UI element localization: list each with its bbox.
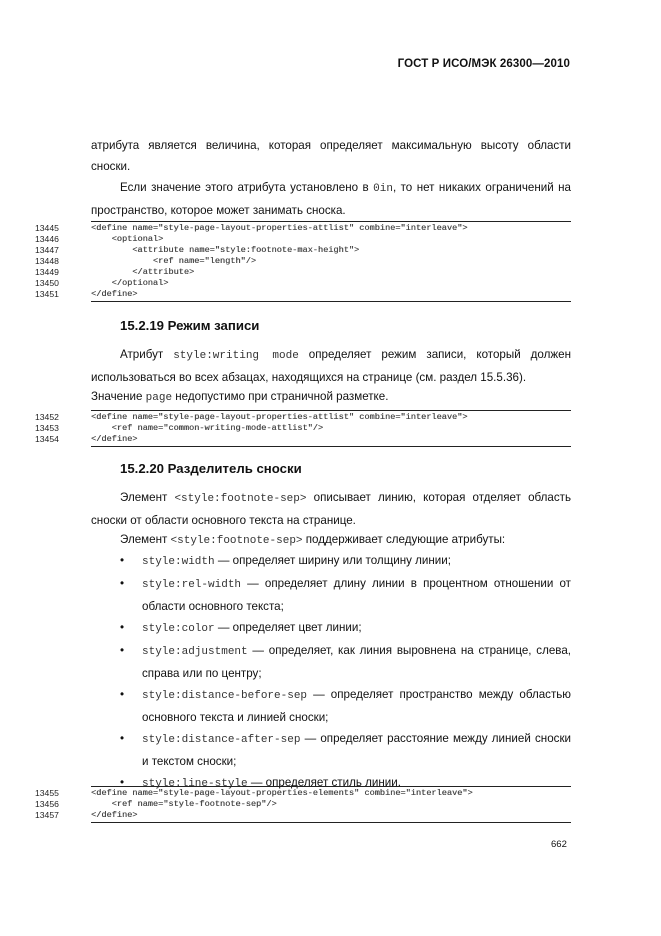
paragraph-text: Если значение этого атрибута установлено в [120,181,374,194]
code-line [35,278,571,289]
list-item [120,684,571,728]
list-item-text: — определяет стиль линии. [247,776,401,789]
bullet-icon: • [120,776,125,789]
inline-code: style:adjustment [142,646,248,658]
paragraph-footnote-sep-attributes [91,529,571,552]
paragraph-page-value [91,386,571,409]
paragraph-text: определяет режим записи, который должен использоваться во всех абзацах, находящихся на странице (см. раздел 15.5.36). [91,348,571,384]
code-line [35,256,571,267]
bullet-icon: • [120,644,125,657]
paragraph-writing-mode [91,344,571,388]
code-text: </define> [91,810,138,820]
code-line [35,267,571,278]
line-number: 13453 [35,423,59,433]
code-block-footnote-max-height [35,221,571,302]
line-number: 13454 [35,434,59,444]
inline-code: style:rel-width [142,579,242,591]
code-text: <ref name="length"/> [91,256,257,266]
line-number: 13452 [35,412,59,422]
document-header: ГОСТ Р ИСО/МЭК 26300—2010 [397,58,570,70]
attribute-list [120,550,571,795]
code-text: <define name="style-page-layout-properties-attlist" combine="interleave"> [91,412,468,422]
code-line [35,788,571,799]
list-item [120,550,571,573]
line-number: 13451 [35,289,59,299]
inline-code: page [145,392,173,404]
code-line [35,810,571,821]
inline-code: style:color [142,623,215,635]
code-line [35,423,571,434]
section-heading-writing-mode: 15.2.19 Режим записи [120,318,260,333]
line-number: 13449 [35,267,59,277]
inline-code: 0in [373,183,393,195]
code-line [35,412,571,423]
code-text: </optional> [91,278,169,288]
paragraph-continuation: атрибута является величина, которая определяет максимальную высоту области сноски. [91,139,571,173]
line-number: 13446 [35,234,59,244]
code-text: <define name="style-page-layout-properties-elements" combine="interleave"> [91,788,473,798]
list-item [120,640,571,684]
paragraph-text: Элемент [120,491,175,504]
bullet-icon: • [120,554,125,567]
line-number: 13447 [35,245,59,255]
code-text: <ref name="style-footnote-sep"/> [91,799,277,809]
inline-code: style:line-style [142,778,248,790]
inline-code: <style:footnote-sep> [174,493,307,505]
code-line [35,289,571,300]
line-number: 13457 [35,810,59,820]
code-line [35,245,571,256]
code-text: </attribute> [91,267,195,277]
bullet-icon: • [120,732,125,745]
list-item-text: — определяет длину линии в процентном отношении от области основного текста; [142,577,571,613]
paragraph-text: Элемент [120,533,171,546]
list-item [120,573,571,617]
paragraph-text: Атрибут [120,348,174,361]
code-block-writing-mode [35,410,571,447]
line-number: 13445 [35,223,59,233]
inline-code: style:distance-before-sep [142,690,308,702]
list-item-text: — определяет цвет линии; [214,621,362,634]
inline-code: style:writing mode [173,350,299,362]
list-item-text: — определяет ширину или толщину линии; [214,554,451,567]
code-line [35,799,571,810]
line-number: 13455 [35,788,59,798]
list-item-text: — определяет расстояние между линией сноски и текстом сноски; [142,732,571,768]
bullet-icon: • [120,621,125,634]
code-block-footnote-sep [35,786,571,823]
code-text: </define> [91,434,138,444]
paragraph-zero-value [91,177,571,221]
paragraph-text: описывает линию, которая отделяет область сноски от области основного текста на странице. [91,491,571,527]
inline-code: <style:footnote-sep> [170,535,303,547]
list-item-text: — определяет, как линия выровнена на странице, слева, справа или по центру; [142,644,571,680]
inline-code: style:width [142,556,215,568]
code-text: <attribute name="style:footnote-max-height"> [91,245,360,255]
line-number: 13456 [35,799,59,809]
code-text: <ref name="common-writing-mode-attlist"/> [91,423,324,433]
code-text: </define> [91,289,138,299]
bullet-icon: • [120,688,125,701]
code-line [35,223,571,234]
list-item [120,728,571,772]
page-number: 662 [551,839,567,850]
paragraph-text: Значение [91,390,146,403]
section-heading-footnote-separator: 15.2.20 Разделитель сноски [120,461,302,476]
line-number: 13450 [35,278,59,288]
code-text: <define name="style-page-layout-properties-attlist" combine="interleave"> [91,223,468,233]
code-text: <optional> [91,234,164,244]
paragraph-footnote-sep-element [91,487,571,531]
paragraph-text: , то нет никаких ограничений на пространство, которое может занимать сноска. [91,181,571,217]
code-line [35,234,571,245]
list-item-text: — определяет пространство между областью основного текста и линией сноски; [142,688,571,724]
line-number: 13448 [35,256,59,266]
bullet-icon: • [120,577,125,590]
inline-code: style:distance-after-sep [142,734,301,746]
list-item [120,617,571,640]
code-line [35,434,571,445]
paragraph-text: поддерживает следующие атрибуты: [302,533,506,546]
paragraph-text: недопустимо при страничной разметке. [172,390,389,403]
